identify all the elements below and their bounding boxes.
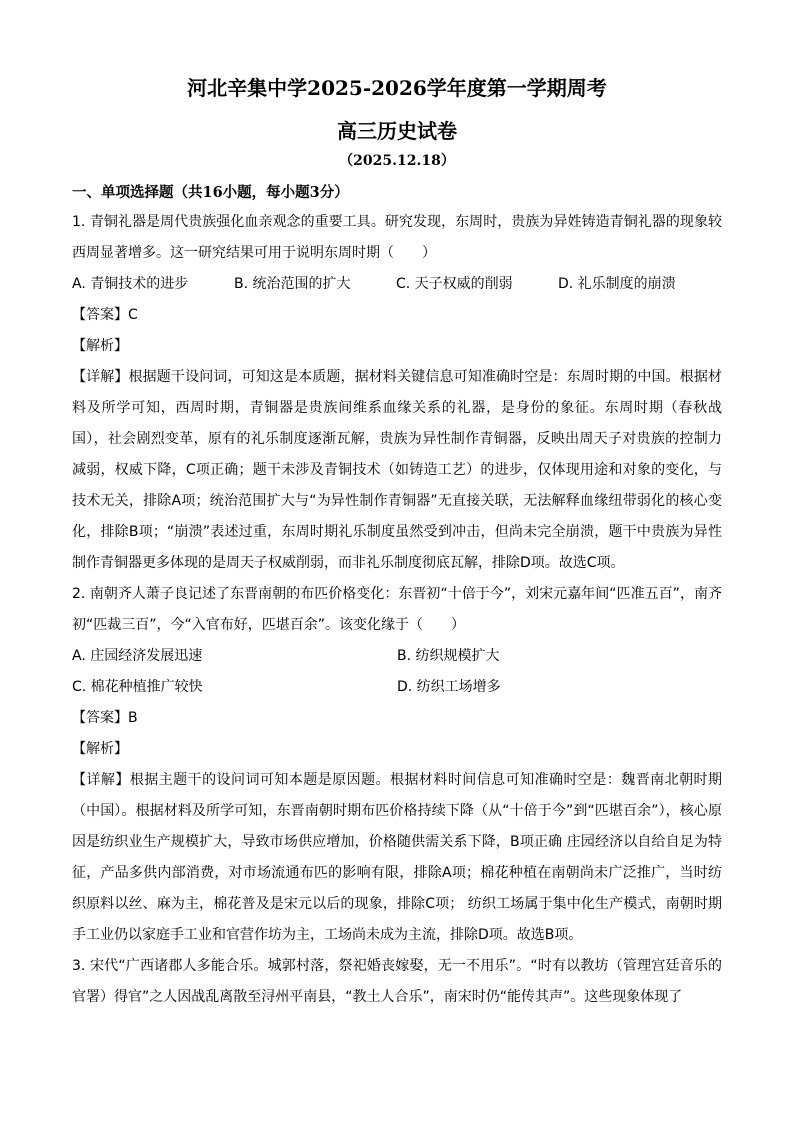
question-2-analysis-label: 【解析】 bbox=[72, 741, 128, 757]
question-2-option-a: A. 庄园经济发展迅速 bbox=[72, 648, 203, 664]
question-1-detail: 【详解】根据题干设问词，可知这是本质题，据材料关键信息可知准确时空是：东周时期的中国。根据材料及所学可知，西周时期，青铜器是贵族间维系血缘关系的礼器，是身份的象征。东周时期（春秋战国），社会剧烈变革，原有的礼乐制度逐渐瓦解，贵族为异性制作青铜器，反映出周天子对贵族的控制力减弱，权威下降，C项正确；题干未涉及青铜技术（如铸造工艺）的进步，仅体现用途和对象的变化，与技术无关，排除A项；统治范围扩大与“为异性制作青铜器”无直接关联，无法解释血缘纽带弱化的核心变化，排除B项；“崩溃”表述过重，东周时期礼乐制度虽然受到冲击，但尚未完全崩溃，题干中贵族为异性制作青铜器更多体现的是周天子权威削弱，而非礼乐制度彻底瓦解，排除D项。故选C项。 bbox=[72, 369, 722, 571]
question-1-option-d: D. 礼乐制度的崩溃 bbox=[558, 276, 676, 292]
question-1-options bbox=[72, 269, 722, 300]
exam-body bbox=[72, 207, 722, 1013]
exam-date: （2025.12.18） bbox=[339, 153, 455, 169]
question-2-option-c: C. 棉花种植推广较快 bbox=[72, 679, 203, 695]
question-1-analysis-label: 【解析】 bbox=[72, 338, 128, 354]
question-2-option-d: D. 纺织工场增多 bbox=[397, 679, 501, 695]
question-1-option-a: A. 青铜技术的进步 bbox=[72, 276, 189, 292]
question-1-option-b: B. 统治范围的扩大 bbox=[234, 276, 351, 292]
question-1-answer: 【答案】C bbox=[72, 307, 138, 323]
question-2-options-row-1 bbox=[72, 641, 722, 672]
question-1-option-c: C. 天子权威的削弱 bbox=[396, 276, 513, 292]
question-3-stem: 3. 宋代“广西诸郡人多能合乐。城郭村落，祭祀婚丧嫁娶，无一不用乐”。“时有以教坊（管理宫廷音乐的官署）得官”之人因战乱离散至浔州平南县，“教土人合乐”，南宋时仍“能传其声”。这些现象体现了 bbox=[72, 958, 722, 1005]
question-2-options-row-2 bbox=[72, 672, 722, 703]
question-2-stem: 2. 南朝齐人萧子良记述了东晋南朝的布匹价格变化：东晋初“十倍于今”，刘宋元嘉年间“匹准五百”，南齐初“匹裁三百”，今“入官布好，匹堪百余”。该变化缘于（ ） bbox=[72, 586, 722, 633]
question-2-answer: 【答案】B bbox=[72, 710, 138, 726]
question-2-option-b: B. 纺织规模扩大 bbox=[397, 648, 500, 664]
question-2-detail: 【详解】根据主题干的设问词可知本题是原因题。根据材料时间信息可知准确时空是：魏晋南北朝时期（中国）。根据材料及所学可知，东晋南朝时期布匹价格持续下降（从“十倍于今”到“匹堪百余”），核心原因是纺织业生产规模扩大，导致市场供应增加，价格随供需关系下降，B项正确 庄园经济以自给自足为特征，产品多供内部消费，对市场流通布匹的影响有限，排除A项；棉花种植在南朝尚未广泛推广，当时纺织原料以丝、麻为主，棉花普及是宋元以后的现象，排除C项； 纺织工场属于集中化生产模式，南朝时期手工业仍以家庭手工业和官营作坊为主，工场尚未成为主流，排除D项。故选B项。 bbox=[72, 772, 722, 943]
question-1-stem: 1. 青铜礼器是周代贵族强化血亲观念的重要工具。研究发现，东周时，贵族为异姓铸造青铜礼器的现象较西周显著增多。这一研究结果可用于说明东周时期（ ） bbox=[72, 214, 722, 261]
exam-title: 河北辛集中学2025-2026学年度第一学期周考 bbox=[187, 76, 607, 100]
exam-subtitle: 高三历史试卷 bbox=[337, 119, 457, 143]
section-heading: 一、单项选择题（共16小题，每小题3分） bbox=[72, 184, 349, 201]
